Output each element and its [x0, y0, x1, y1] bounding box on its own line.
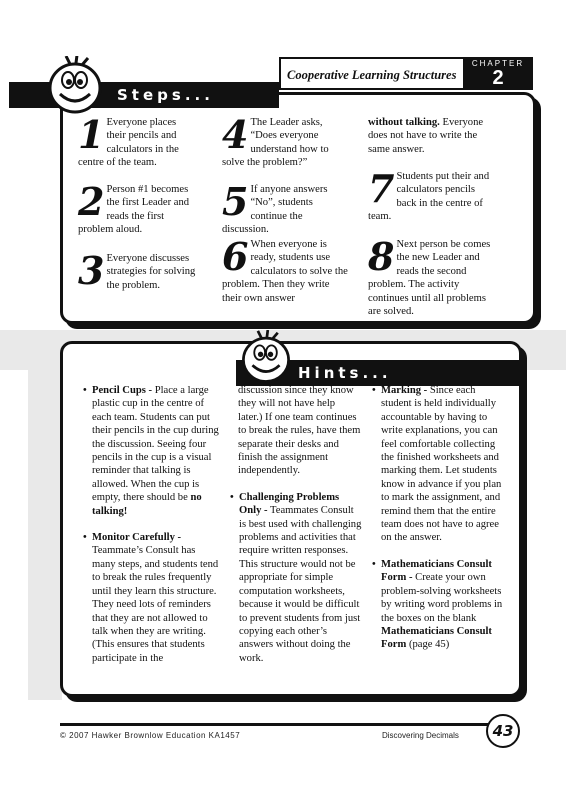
page-number: 43 [486, 714, 520, 748]
step-text: Students put their and calculators pencils back in the centre of team. [368, 171, 490, 223]
hint-title: Challenging Problems Only - [239, 491, 340, 517]
step-8 [368, 234, 492, 318]
hint-title: Mathematicians Consult Form - [381, 558, 492, 584]
background-stripe [28, 370, 62, 700]
hint-text: Since each student is held individually accountable by having to write explanations, you can feel comfortable collecting the finished worksheets and marking them. Let students know in advance if you plan to mark the assignment, and remind them that the entire team does not have to agree on the answer. [381, 385, 502, 544]
chapter-badge [463, 57, 533, 90]
bullet-icon: • [372, 385, 376, 396]
chapter-title: Cooperative Learning Structures [287, 68, 457, 82]
step-4 [222, 112, 348, 170]
step-number: 7 [368, 166, 395, 211]
steps-heading: Steps... [117, 86, 214, 104]
hint-pencil-cups [83, 384, 221, 518]
step-1 [78, 112, 196, 170]
bullet-icon: • [83, 532, 87, 544]
step-text: Everyone discusses strategies for solving the problem. [106, 253, 196, 291]
mascot-face-icon [238, 330, 294, 386]
hint-mathematicians-consult-form [372, 558, 508, 652]
hints-column-3 [372, 384, 508, 665]
hint-text: Place a large plastic cup in the centre of each team. Students can put their pencils in the cup during the discussion. Seeing four pencils in the cup is a visual reminder that talking is allowed. When the cup is empty, there should be [92, 385, 219, 504]
hint-text: discussion since they know they will not have help later.) If one team continues to break the rules, have them separate their desks and finish the assignment independently. [238, 385, 361, 477]
hint-title: Pencil Cups - [92, 385, 153, 396]
chapter-header [279, 57, 533, 90]
bullet-icon: • [372, 558, 376, 570]
step-text: Everyone does not have to write the same answer. [368, 117, 484, 155]
hint-text: Teammate’s Consult has many steps, and students tend to break the rules frequently until they learn this structure. They need lots of reminders that they are not allowed to talk when they are writing. (This ensures that students participate in the [92, 545, 219, 664]
hints-column-1 [83, 384, 221, 678]
hint-text-end: (page 45) [406, 639, 450, 651]
step-2 [78, 179, 196, 237]
step-number: 1 [78, 112, 105, 157]
step-5 [222, 179, 348, 237]
step-number: 2 [78, 179, 105, 224]
step-number: 6 [222, 234, 249, 279]
hint-title: Marking - [381, 385, 428, 396]
footer-rule [60, 723, 496, 726]
hint-marking [372, 384, 508, 545]
hint-text: Teammates Consult is best used with challenging problems and activities that require written responses. This structure would not be appropriate for simple computation worksheets, because it would be difficult to prevent students from just copying each other’s answers without doing the work. [239, 505, 362, 664]
step-6 [222, 234, 348, 305]
bullet-icon: • [230, 491, 234, 503]
step-text: Everyone places their pencils and calculators in the centre of the team. [78, 117, 179, 169]
hints-column-2 [230, 384, 362, 678]
mascot-face-icon [44, 56, 106, 116]
step-text: When everyone is ready, students use calculators to solve the problem. Then they write their own answer [222, 239, 348, 304]
step-text: Person #1 becomes the first Leader and reads the first problem aloud. [78, 184, 190, 236]
step-number: 8 [368, 234, 395, 279]
footer-copyright: © 2007 Hawker Brownlow Education KA1457 [60, 731, 241, 740]
hint-monitor-carefully [83, 531, 221, 665]
chapter-number: 2 [492, 67, 504, 89]
footer-book-title: Discovering Decimals [382, 731, 459, 740]
hints-heading: Hints... [298, 364, 392, 382]
step-number: 5 [222, 179, 249, 224]
hint-bold-text: no talking! [92, 492, 202, 517]
step-7 [368, 166, 492, 224]
step-3 [78, 248, 196, 293]
step-bold-lead: without talking. [368, 117, 440, 128]
step-number: 4 [222, 112, 249, 157]
step-text: Next person be comes the new Leader and reads the second problem. The activity continues until all problems are solved. [368, 239, 491, 318]
bullet-icon: • [83, 385, 87, 396]
hint-title: Monitor Carefully - [92, 532, 182, 544]
chapter-label: CHAPTER [471, 59, 525, 68]
step-text: The Leader asks, “Does everyone understand how to solve the problem?” [222, 117, 329, 169]
step-number: 3 [78, 248, 105, 293]
step-text: If anyone answers “No”, students continue the discussion. [222, 184, 328, 236]
hint-continued [230, 384, 362, 478]
step-6-continued [368, 116, 492, 156]
hint-challenging-problems [230, 491, 362, 665]
hint-bold-text: Mathematicians Consult Form [381, 625, 492, 651]
hint-text: Create your own problem-solving worksheets by writing word problems in the boxes on the blank [381, 572, 503, 624]
